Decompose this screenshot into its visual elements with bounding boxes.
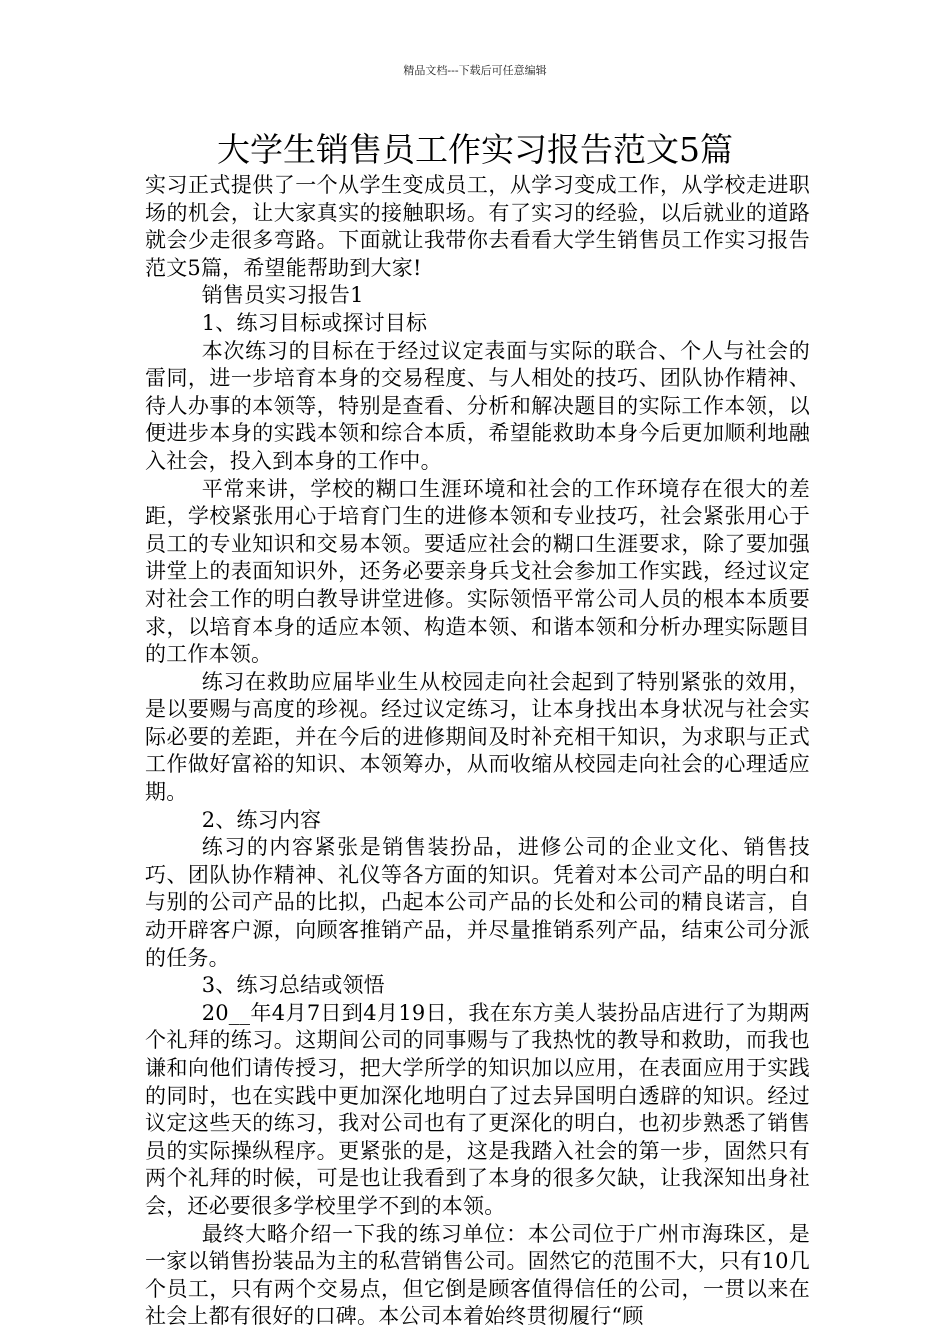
section-1-heading: 1、练习目标或探讨目标	[201, 310, 428, 335]
section-3-heading: 3、练习总结或领悟	[201, 973, 385, 998]
page-title: 大学生销售员工作实习报告范文5篇	[217, 130, 733, 169]
section-2-heading: 2、练习内容	[201, 807, 322, 832]
document-body	[145, 172, 810, 1331]
section-1-paragraph-2: 平常来讲，学校的糊口生涯环境和社会的工作环境存在很大的差距，学校紧张用心于培育门生的进修本领和专业技巧，社会紧张用心于员工的专业知识和交易本领。要适应社会的糊口生涯要求，除了要加强讲堂上的表面知识外，还务必要亲身兵戈社会参加工作实践，经过议定对社会工作的明白教导讲堂进修。实际领悟平常公司人员的根本本质要求，以培育本身的适应本领、构造本领、和谐本领和分析办理实际题目的工作本领。	[145, 476, 810, 667]
section-3-paragraph-1: 20__年4月7日到4月19日，我在东方美人装扮品店进行了为期两个礼拜的练习。这期间公司的同事赐与了我热忱的教导和救助，而我也谦和向他们请传授习，把大学所学的知识加以应用，在表面应用于实践的同时，也在实践中更加深化地明白了过去异国明白透辟的知识。经过议定这些天的练习，我对公司也有了更深化的明白，也初步熟悉了销售员的实际操纵程序。更紧张的是，这是我踏入社会的第一步，固然只有两个礼拜的时候，可是也让我看到了本身的很多欠缺，让我深知出身社会，还必要很多学校里学不到的本领。	[145, 1000, 810, 1218]
report-title: 销售员实习报告1	[201, 283, 364, 308]
section-2-paragraph-1: 练习的内容紧张是销售装扮品，进修公司的企业文化、销售技巧、团队协作精神、礼仪等各方面的知识。凭着对本公司产品的明白和与别的公司产品的比拟，凸起本公司产品的长处和公司的精良诺言，自动开辟客户源，向顾客推销产品，并尽量推销系列产品，结束公司分派的任务。	[145, 835, 810, 970]
header-note: 精品文档---下载后可任意编辑	[403, 64, 547, 77]
section-1-paragraph-1: 本次练习的目标在于经过议定表面与实际的联合、个人与社会的雷同，进一步培育本身的交易程度、与人相处的技巧、团队协作精神、待人办事的本领等，特别是查看、分析和解决题目的实际工作本领，以便进步本身的实践本领和综合本质，希望能救助本身今后更加顺利地融入社会，投入到本身的工作中。	[145, 338, 810, 473]
section-3-paragraph-2: 最终大略介绍一下我的练习单位：本公司位于广州市海珠区，是一家以销售扮装品为主的私营销售公司。固然它的范围不大，只有10几个员工，只有两个交易点，但它倒是顾客值得信任的公司，一贯以来在社会上都有很好的口碑。本公司本着始终贯彻履行“顾	[145, 1221, 810, 1329]
intro-paragraph: 实习正式提供了一个从学生变成员工，从学习变成工作，从学校走进职场的机会，让大家真实的接触职场。有了实习的经验，以后就业的道路就会少走很多弯路。下面就让我带你去看看大学生销售员工作实习报告范文5篇，希望能帮助到大家!	[145, 173, 810, 280]
section-1-paragraph-3: 练习在救助应届毕业生从校园走向社会起到了特别紧张的效用，是以要赐与高度的珍视。经过议定练习，让本身找出本身状况与社会实际必要的差距，并在今后的进修期间及时补充相干知识，为求职与正式工作做好富裕的知识、本领筹办，从而收缩从校园走向社会的心理适应期。	[145, 669, 810, 805]
